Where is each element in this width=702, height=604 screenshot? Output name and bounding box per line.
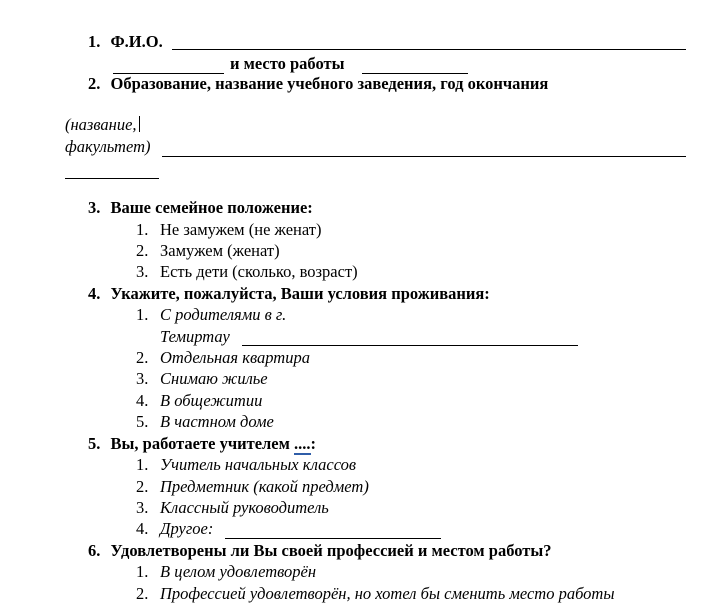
- question-1-number: 1.: [88, 32, 101, 51]
- position-blank-line[interactable]: [113, 55, 224, 74]
- question-2-number: 2.: [88, 74, 101, 93]
- education-note-line1: (название,: [65, 115, 140, 135]
- option-item[interactable]: 2. Предметник (какой предмет): [136, 477, 369, 496]
- question-1: [88, 32, 163, 52]
- question-3-number: 3.: [88, 198, 101, 217]
- option-item[interactable]: 1. В целом удовлетворён: [136, 562, 317, 581]
- option-item[interactable]: 3. Снимаю жилье: [136, 369, 268, 388]
- question-5: 5. Вы, работаете учителем ....:: [88, 434, 316, 453]
- question-6-label: Удовлетворены ли Вы своей профессией и местом работы?: [110, 541, 552, 560]
- workplace-blank-line[interactable]: [362, 55, 468, 74]
- question-3: [88, 198, 313, 218]
- question-2: [88, 74, 548, 94]
- question-6: [88, 541, 552, 561]
- option-item[interactable]: 1. С родителями в г.: [136, 305, 287, 324]
- option-item[interactable]: 5. В частном доме: [136, 412, 274, 431]
- education-blank-line[interactable]: [162, 138, 686, 157]
- text-cursor: [139, 116, 140, 132]
- workplace-label: и место работы: [230, 54, 345, 73]
- education-blank-line-2[interactable]: [65, 160, 159, 179]
- option-item[interactable]: 1. Не замужем (не женат): [136, 220, 322, 239]
- option-item-continuation[interactable]: Темиртау: [160, 327, 230, 346]
- question-6-number: 6.: [88, 541, 101, 560]
- option-item[interactable]: 4. В общежитии: [136, 391, 263, 410]
- education-note-line2: факультет): [65, 137, 151, 156]
- option-item[interactable]: 2. Профессией удовлетворён, но хотел бы сменить место работы: [136, 584, 615, 603]
- other-blank-line[interactable]: [225, 520, 441, 539]
- fio-blank-line[interactable]: [172, 31, 686, 50]
- question-4: [88, 284, 490, 304]
- question-2-label: Образование, название учебного заведения, год окончания: [110, 74, 549, 93]
- option-item[interactable]: 3. Классный руководитель: [136, 498, 329, 517]
- option-item[interactable]: 1. Учитель начальных классов: [136, 455, 357, 474]
- option-item[interactable]: 4. Другое:: [136, 519, 214, 538]
- question-5-label: Вы, работаете учителем: [110, 434, 294, 453]
- question-4-number: 4.: [88, 284, 101, 303]
- city-blank-line[interactable]: [242, 327, 578, 346]
- question-1-label: Ф.И.О.: [110, 32, 163, 51]
- question-3-label: Ваше семейное положение:: [110, 198, 313, 217]
- question-5-number: 5.: [88, 434, 101, 453]
- question-4-label: Укажите, пожалуйста, Ваши условия проживания:: [110, 284, 490, 303]
- option-item[interactable]: 2. Отдельная квартира: [136, 348, 310, 367]
- option-item[interactable]: 3. Есть дети (сколько, возраст): [136, 262, 358, 281]
- option-item[interactable]: 2. Замужем (женат): [136, 241, 280, 260]
- spellcheck-underline: ....: [294, 434, 311, 453]
